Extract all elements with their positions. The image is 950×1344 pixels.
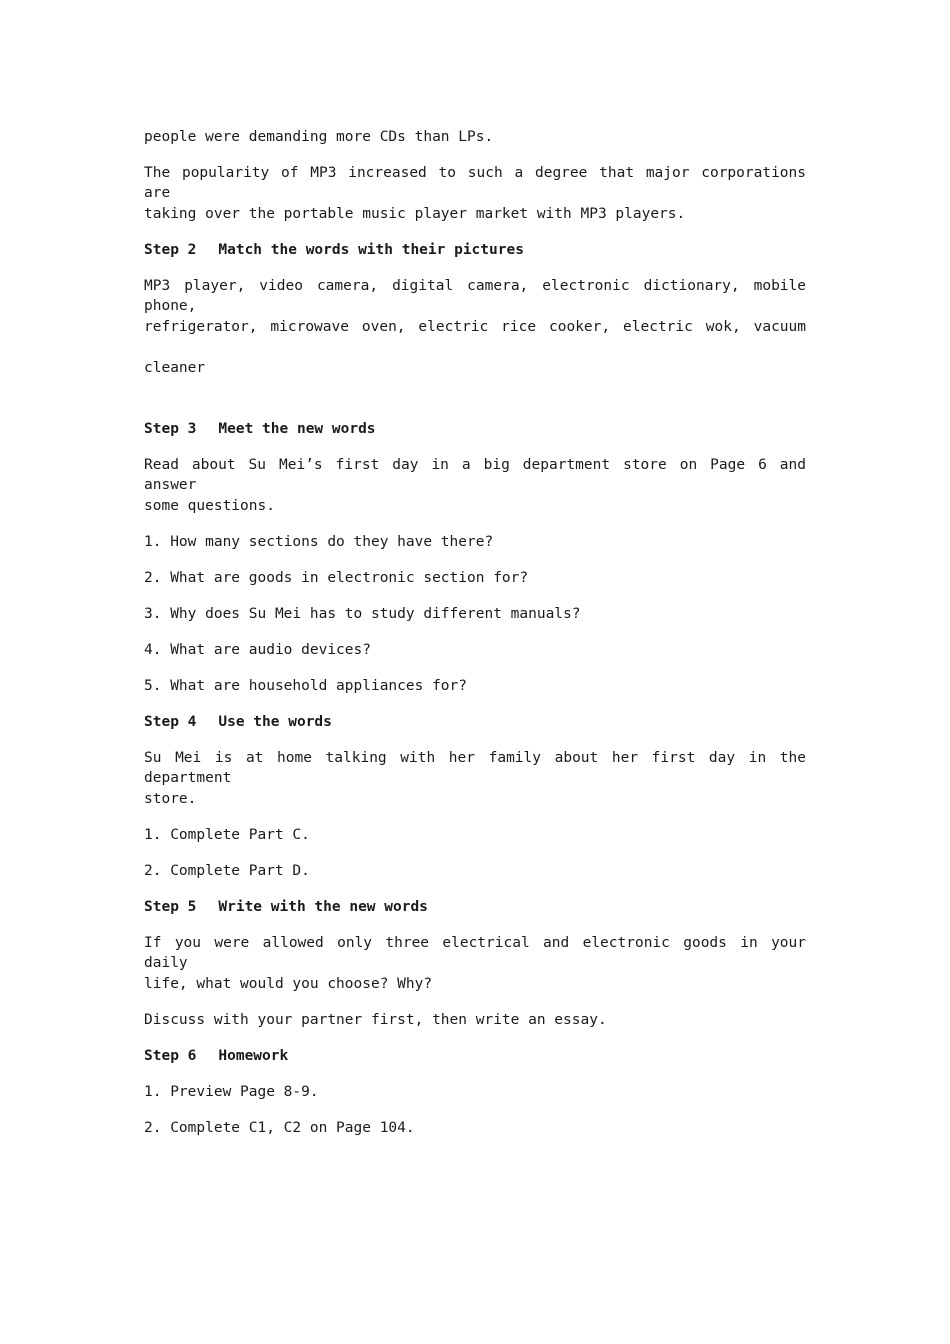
step4-intro-1: Su Mei is at home talking with her family about her first day in the department bbox=[144, 750, 806, 786]
step3-question-4: 4. What are audio devices? bbox=[144, 642, 371, 658]
intro-line-1: people were demanding more CDs than LPs. bbox=[144, 129, 494, 145]
step3-intro-2: some questions. bbox=[144, 498, 275, 514]
step4-item-1: 1. Complete Part C. bbox=[144, 827, 310, 843]
step6-item-2: 2. Complete C1, C2 on Page 104. bbox=[144, 1120, 415, 1136]
step2-heading bbox=[144, 240, 524, 260]
step6-title: Homework bbox=[218, 1048, 289, 1064]
step5-line-2: life, what would you choose? Why? bbox=[144, 976, 433, 992]
step6-heading bbox=[144, 1046, 288, 1066]
step3-heading bbox=[144, 419, 376, 439]
step4-title: Use the words bbox=[218, 714, 332, 730]
intro-line-3: taking over the portable music player market with MP3 players. bbox=[144, 206, 686, 222]
step2-number: Step 2 bbox=[144, 242, 197, 258]
step2-title: Match the words with their pictures bbox=[218, 242, 524, 258]
step6-item-1: 1. Preview Page 8-9. bbox=[144, 1084, 319, 1100]
step5-line-3: Discuss with your partner first, then write an essay. bbox=[144, 1012, 607, 1028]
step4-number: Step 4 bbox=[144, 714, 197, 730]
step4-heading bbox=[144, 712, 332, 732]
step2-line-1: MP3 player, video camera, digital camera, electronic dictionary, mobile phone, bbox=[144, 278, 806, 314]
step6-number: Step 6 bbox=[144, 1048, 197, 1064]
step3-number: Step 3 bbox=[144, 421, 197, 437]
step2-line-3: cleaner bbox=[144, 360, 206, 376]
step3-title: Meet the new words bbox=[218, 421, 376, 437]
step4-item-2: 2. Complete Part D. bbox=[144, 863, 310, 879]
step2-line-2: refrigerator, microwave oven, electric rice cooker, electric wok, vacuum bbox=[144, 319, 806, 335]
step3-question-5: 5. What are household appliances for? bbox=[144, 678, 468, 694]
step5-number: Step 5 bbox=[144, 899, 197, 915]
step3-question-3: 3. Why does Su Mei has to study different manuals? bbox=[144, 606, 581, 622]
step4-intro-2: store. bbox=[144, 791, 197, 807]
step5-title: Write with the new words bbox=[218, 899, 428, 915]
step3-intro-1: Read about Su Mei’s first day in a big department store on Page 6 and answer bbox=[144, 457, 806, 493]
step5-heading bbox=[144, 897, 428, 917]
step3-question-1: 1. How many sections do they have there? bbox=[144, 534, 494, 550]
step3-question-2: 2. What are goods in electronic section for? bbox=[144, 570, 529, 586]
intro-line-2: The popularity of MP3 increased to such a degree that major corporations are bbox=[144, 165, 806, 201]
step5-line-1: If you were allowed only three electrical and electronic goods in your daily bbox=[144, 935, 806, 971]
